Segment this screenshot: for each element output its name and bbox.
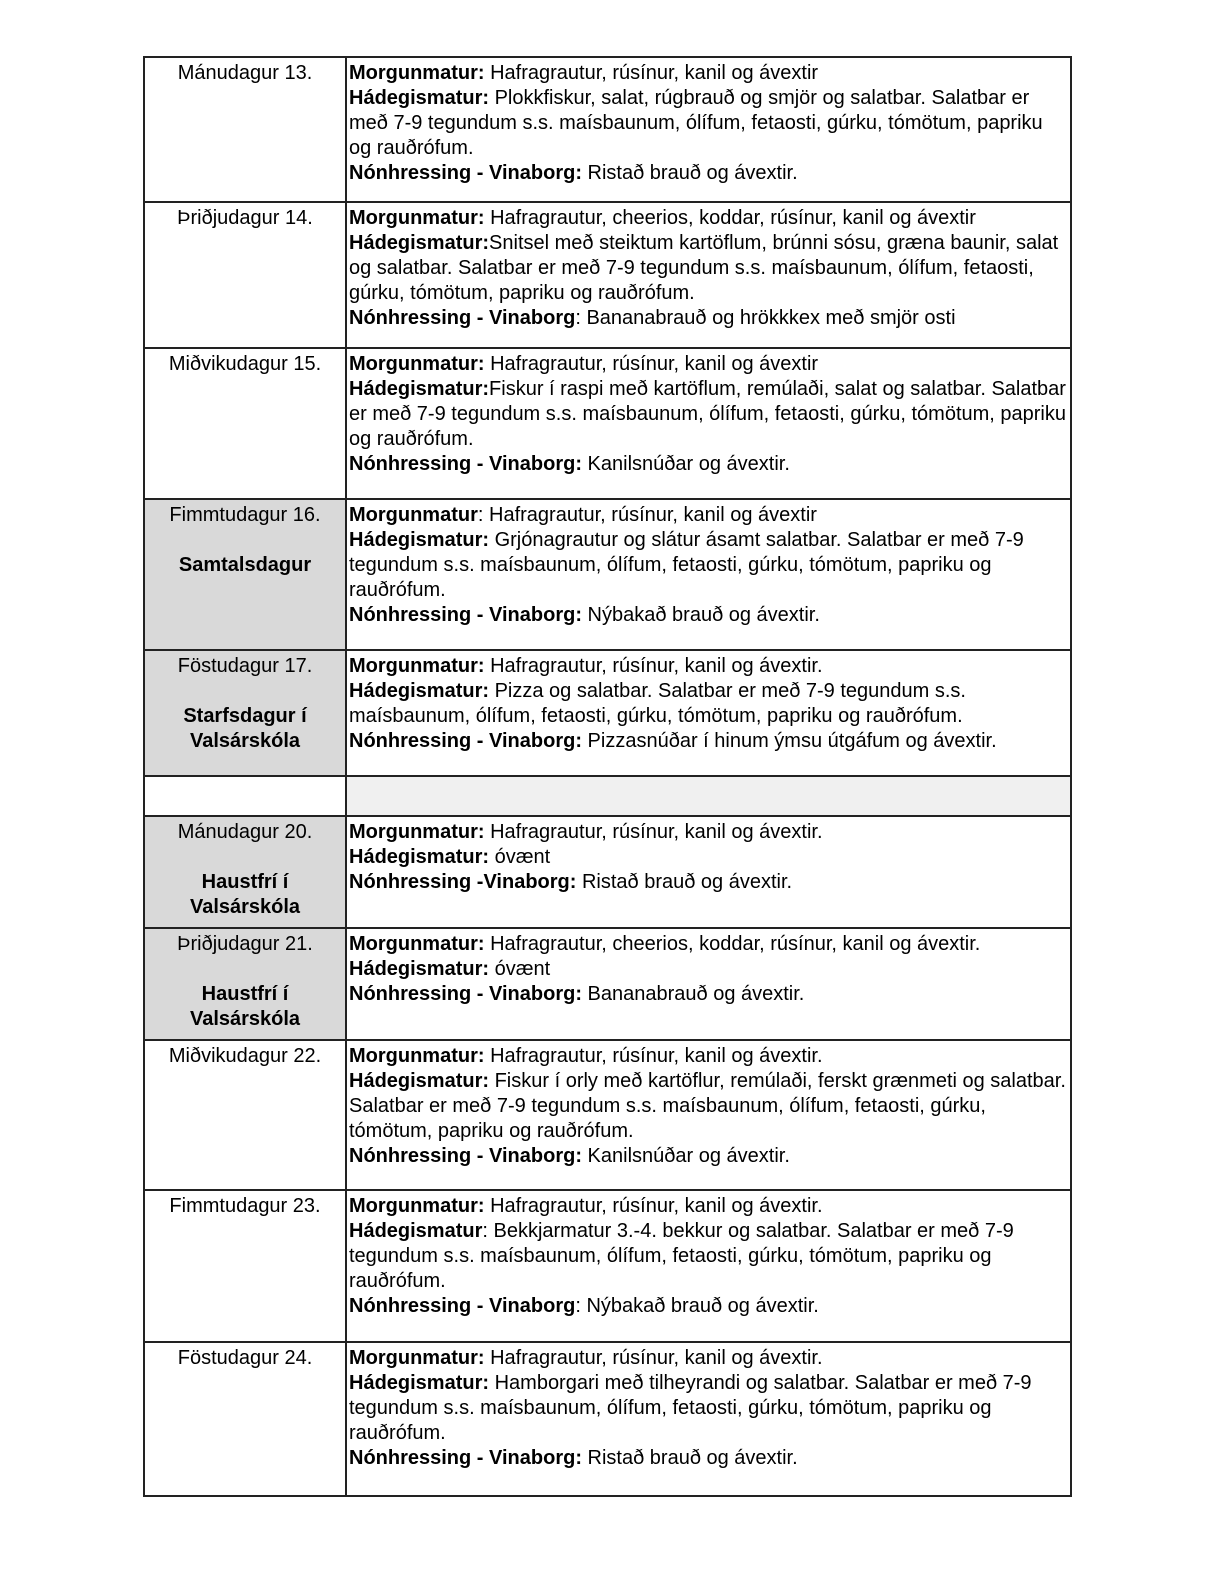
breakfast-line [349, 1194, 1066, 1219]
day-cell [144, 1190, 346, 1342]
day-name: Miðvikudagur 15. [168, 353, 322, 375]
lunch-text: óvænt [489, 846, 551, 868]
breakfast-label: Morgunmatur: [349, 1347, 485, 1369]
spacer-row [144, 776, 1071, 816]
lunch-line [349, 957, 1066, 982]
snack-label: Nónhressing - Vinaborg: [349, 983, 582, 1005]
day-cell [144, 348, 346, 499]
breakfast-text: Hafragrautur, cheerios, koddar, rúsínur, kanil og ávextir. [484, 933, 981, 955]
breakfast-line [349, 206, 1066, 231]
breakfast-label: Morgunmatur: [349, 933, 485, 955]
lunch-label: Hádegismatur: [349, 846, 490, 868]
lunch-line [349, 845, 1066, 870]
lunch-text: Snitsel með steiktum kartöflum, brúnni sósu, græna baunir, salat og salatbar. Salatbar er með 7-9 tegundum s.s. maísbaunum, ólífum, fetaosti, gúrku, tómötum, papriku og rauðrófum. [349, 232, 1059, 304]
day-cell [144, 1040, 346, 1190]
day-cell [144, 928, 346, 1040]
lunch-line [349, 679, 1066, 729]
lunch-label: Hádegismatur: [349, 87, 490, 109]
lunch-line [349, 86, 1066, 161]
snack-label: Nónhressing - Vinaborg: [349, 1145, 582, 1167]
menu-row [144, 57, 1071, 202]
day-cell [144, 1342, 346, 1496]
day-cell [144, 57, 346, 202]
snack-label: Nónhressing - Vinaborg: [349, 604, 582, 626]
meals-cell [346, 816, 1071, 928]
lunch-label: Hádegismatur: [349, 1070, 490, 1092]
day-name: Föstudagur 17. [177, 655, 313, 677]
day-cell [144, 650, 346, 776]
meals-cell [346, 1040, 1071, 1190]
snack-text: Kanilsnúðar og ávextir. [581, 453, 790, 475]
meals-cell [346, 928, 1071, 1040]
lunch-text: Grjónagrautur og slátur ásamt salatbar. Salatbar er með 7-9 tegundum s.s. maísbaunum, ólífum, fetaosti, gúrku, tómötum, papriku og rauðrófum. [349, 529, 1024, 601]
day-name: Föstudagur 24. [177, 1347, 313, 1369]
snack-line [349, 452, 1066, 477]
lunch-text: : Bekkjarmatur 3.-4. bekkur og salatbar. Salatbar er með 7-9 tegundum s.s. maísbaunum, ólífum, fetaosti, gúrku, tómötum, papriku og rauðrófum. [349, 1220, 1014, 1292]
snack-line [349, 729, 1066, 754]
snack-label: Nónhressing - Vinaborg: [349, 453, 582, 475]
meals-cell [346, 1190, 1071, 1342]
snack-line [349, 161, 1066, 186]
breakfast-line [349, 932, 1066, 957]
menu-row [144, 816, 1071, 928]
meals-cell [346, 348, 1071, 499]
day-note: Starfsdagur í Valsárskóla [183, 705, 307, 752]
day-name: Mánudagur 13. [177, 62, 313, 84]
snack-text: Kanilsnúðar og ávextir. [581, 1145, 790, 1167]
day-note: Samtalsdagur [178, 554, 312, 576]
snack-line [349, 603, 1066, 628]
snack-label: Nónhressing - Vinaborg: [349, 730, 582, 752]
menu-table-body [144, 57, 1071, 1496]
snack-line [349, 1294, 1066, 1319]
snack-text: Ristað brauð og ávextir. [581, 162, 798, 184]
meals-cell [346, 499, 1071, 650]
menu-row [144, 499, 1071, 650]
breakfast-text: Hafragrautur, cheerios, koddar, rúsínur, kanil og ávextir [484, 207, 976, 229]
day-name: Þriðjudagur 21. [177, 933, 313, 955]
breakfast-label: Morgunmatur: [349, 821, 485, 843]
lunch-line [349, 377, 1066, 452]
menu-row [144, 202, 1071, 348]
snack-text: : Bananabrauð og hrökkkex með smjör osti [575, 307, 956, 329]
lunch-label: Hádegismatur: [349, 958, 490, 980]
breakfast-line [349, 352, 1066, 377]
lunch-label: Hádegismatur: [349, 378, 490, 400]
snack-label: Nónhressing -Vinaborg: [349, 871, 577, 893]
lunch-label: Hádegismatur: [349, 1372, 490, 1394]
snack-label: Nónhressing - Vinaborg: [349, 162, 582, 184]
breakfast-line [349, 1044, 1066, 1069]
breakfast-line [349, 820, 1066, 845]
snack-text: Pizzasnúðar í hinum ýmsu útgáfum og ávextir. [581, 730, 997, 752]
snack-text: Ristað brauð og ávextir. [576, 871, 793, 893]
snack-label: Nónhressing - Vinaborg [349, 1295, 576, 1317]
menu-row [144, 1190, 1071, 1342]
lunch-label: Hádegismatur: [349, 680, 490, 702]
lunch-text: Fiskur í raspi með kartöflum, remúlaði, salat og salatbar. Salatbar er með 7-9 tegundum s.s. maísbaunum, ólífum, fetaosti, gúrku, tómötum, papriku og rauðrófum. [349, 378, 1067, 450]
meals-cell [346, 202, 1071, 348]
menu-row [144, 348, 1071, 499]
day-name: Miðvikudagur 22. [168, 1045, 322, 1067]
breakfast-label: Morgunmatur: [349, 655, 485, 677]
day-name: Fimmtudagur 16. [169, 504, 321, 526]
lunch-line [349, 1219, 1066, 1294]
menu-row [144, 1040, 1071, 1190]
breakfast-text: Hafragrautur, rúsínur, kanil og ávextir. [484, 655, 823, 677]
lunch-label: Hádegismatur: [349, 232, 490, 254]
breakfast-text: : Hafragrautur, rúsínur, kanil og ávextir [477, 504, 817, 526]
snack-line [349, 1144, 1066, 1169]
day-name: Þriðjudagur 14. [177, 207, 313, 229]
breakfast-label: Morgunmatur: [349, 1045, 485, 1067]
day-cell [144, 499, 346, 650]
lunch-line [349, 528, 1066, 603]
lunch-label: Hádegismatur [349, 1220, 483, 1242]
spacer-meals-cell [346, 776, 1071, 816]
day-note: Haustfrí í Valsárskóla [189, 871, 301, 918]
spacer-day-cell [144, 776, 346, 816]
breakfast-label: Morgunmatur: [349, 62, 485, 84]
menu-row [144, 928, 1071, 1040]
menu-row [144, 1342, 1071, 1496]
breakfast-text: Hafragrautur, rúsínur, kanil og ávextir. [484, 821, 823, 843]
lunch-text: Hamborgari með tilheyrandi og salatbar. Salatbar er með 7-9 tegundum s.s. maísbaunum, ólífum, fetaosti, gúrku, tómötum, papriku og rauðrófum. [349, 1372, 1032, 1444]
snack-line [349, 306, 1066, 331]
breakfast-text: Hafragrautur, rúsínur, kanil og ávextir [484, 62, 819, 84]
lunch-text: Fiskur í orly með kartöflur, remúlaði, ferskt grænmeti og salatbar. Salatbar er með 7-9 tegundum s.s. maísbaunum, ólífum, fetaosti, gúrku, tómötum, papriku og rauðrófum. [349, 1070, 1066, 1142]
day-name: Mánudagur 20. [177, 821, 313, 843]
breakfast-label: Morgunmatur: [349, 353, 485, 375]
snack-line [349, 1446, 1066, 1471]
snack-line [349, 982, 1066, 1007]
snack-text: Bananabrauð og ávextir. [581, 983, 805, 1005]
breakfast-text: Hafragrautur, rúsínur, kanil og ávextir. [484, 1195, 823, 1217]
lunch-text: óvænt [489, 958, 551, 980]
snack-label: Nónhressing - Vinaborg [349, 307, 576, 329]
snack-text: Ristað brauð og ávextir. [581, 1447, 798, 1469]
day-name: Fimmtudagur 23. [169, 1195, 321, 1217]
lunch-label: Hádegismatur: [349, 529, 490, 551]
lunch-line [349, 231, 1066, 306]
breakfast-line [349, 654, 1066, 679]
breakfast-line [349, 503, 1066, 528]
meals-cell [346, 1342, 1071, 1496]
menu-page [143, 56, 1072, 1497]
snack-text: : Nýbakað brauð og ávextir. [575, 1295, 819, 1317]
day-cell [144, 816, 346, 928]
breakfast-label: Morgunmatur: [349, 1195, 485, 1217]
breakfast-text: Hafragrautur, rúsínur, kanil og ávextir. [484, 1347, 823, 1369]
lunch-line [349, 1069, 1066, 1144]
day-cell [144, 202, 346, 348]
day-note: Haustfrí í Valsárskóla [189, 983, 301, 1030]
breakfast-line [349, 61, 1066, 86]
breakfast-label: Morgunmatur [349, 504, 478, 526]
breakfast-label: Morgunmatur: [349, 207, 485, 229]
breakfast-line [349, 1346, 1066, 1371]
meals-cell [346, 650, 1071, 776]
lunch-text: Plokkfiskur, salat, rúgbrauð og smjör og salatbar. Salatbar er með 7-9 tegundum s.s. maísbaunum, ólífum, fetaosti, gúrku, tómötum, papriku og rauðrófum. [349, 87, 1043, 159]
meals-cell [346, 57, 1071, 202]
menu-row [144, 650, 1071, 776]
breakfast-text: Hafragrautur, rúsínur, kanil og ávextir [484, 353, 819, 375]
weekly-menu-table [143, 56, 1072, 1497]
lunch-line [349, 1371, 1066, 1446]
snack-line [349, 870, 1066, 895]
breakfast-text: Hafragrautur, rúsínur, kanil og ávextir. [484, 1045, 823, 1067]
lunch-text: Pizza og salatbar. Salatbar er með 7-9 tegundum s.s. maísbaunum, ólífum, fetaosti, gúrku, tómötum, papriku og rauðrófum. [349, 680, 966, 727]
snack-label: Nónhressing - Vinaborg: [349, 1447, 582, 1469]
snack-text: Nýbakað brauð og ávextir. [581, 604, 820, 626]
